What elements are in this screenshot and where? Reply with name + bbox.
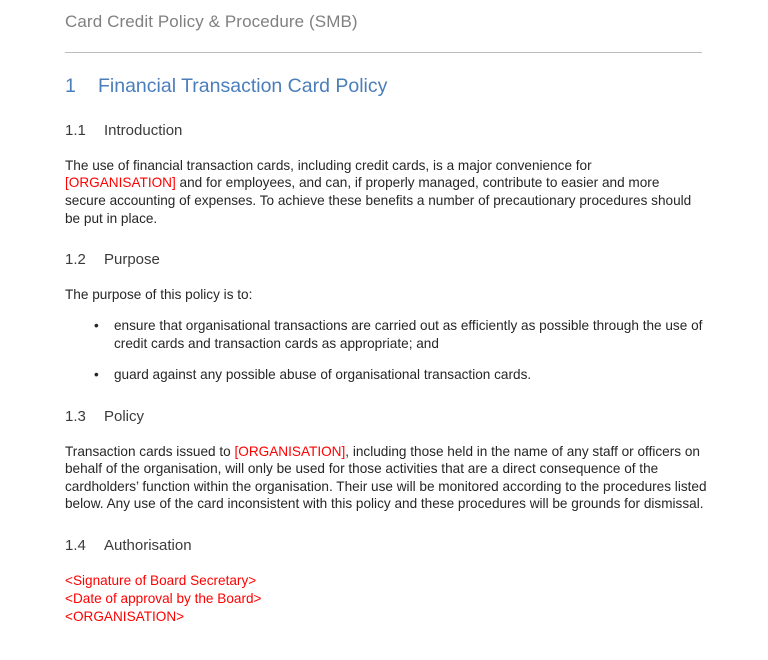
heading-1-4-number: 1.4	[65, 536, 86, 554]
heading-authorisation	[65, 513, 722, 556]
signature-line: <Signature of Board Secretary>	[65, 573, 257, 589]
heading-1-3-number: 1.3	[65, 408, 86, 426]
heading-1-1-text: Introduction	[104, 122, 183, 140]
paragraph-policy	[65, 427, 711, 513]
organisation-placeholder: [ORGANISATION]	[234, 443, 346, 459]
heading-1-1-number: 1.1	[65, 122, 86, 140]
purpose-bullet-list	[65, 303, 722, 384]
document-title: Card Credit Policy & Procedure (SMB)	[65, 12, 358, 31]
signature-placeholder-block	[65, 555, 722, 625]
organisation-line: <ORGANISATION>	[65, 608, 185, 624]
organisation-placeholder: [ORGANISATION]	[65, 175, 176, 191]
list-item: • guard against any possible abuse of organisational transaction cards.	[65, 352, 722, 384]
paragraph-introduction	[65, 141, 699, 227]
heading-introduction	[65, 98, 722, 141]
heading-policy	[65, 384, 722, 427]
heading-1-3-text: Policy	[104, 408, 145, 426]
policy-text-part-1: Transaction cards issued to	[65, 443, 235, 459]
intro-text-part-2: and for employees, and can, if properly managed, contribute to easier and more secure accounting of expenses. To achieve these benefits a number of precautionary procedures should be put in place.	[65, 175, 692, 226]
heading-1-4-text: Authorisation	[104, 536, 192, 554]
heading-1-text: Financial Transaction Card Policy	[98, 74, 388, 97]
approval-date-line: <Date of approval by the Board>	[65, 591, 262, 607]
intro-text-part-1: The use of financial transaction cards, including credit cards, is a major convenience for	[65, 157, 592, 173]
list-item: • ensure that organisational transactions are carried out as efficiently as possible through the use of credit cards and transaction cards as appropriate; and	[65, 303, 722, 352]
policy-text-part-2: , including those held in the name of any staff or officers on behalf of the organisation, will only be used for those activities that are a direct consequence of the cardholders’ function within the organisation. Their use will be monitored according to the procedures listed below. Any use of the card inconsistent with this policy and these procedures will be grounds for dismissal.	[65, 443, 707, 512]
heading-1-number: 1	[65, 74, 76, 97]
heading-level-1	[65, 53, 722, 98]
purpose-lead-in: The purpose of this policy is to:	[65, 286, 253, 302]
heading-1-2-text: Purpose	[104, 251, 160, 269]
heading-1-2-number: 1.2	[65, 251, 86, 269]
heading-purpose	[65, 227, 722, 270]
